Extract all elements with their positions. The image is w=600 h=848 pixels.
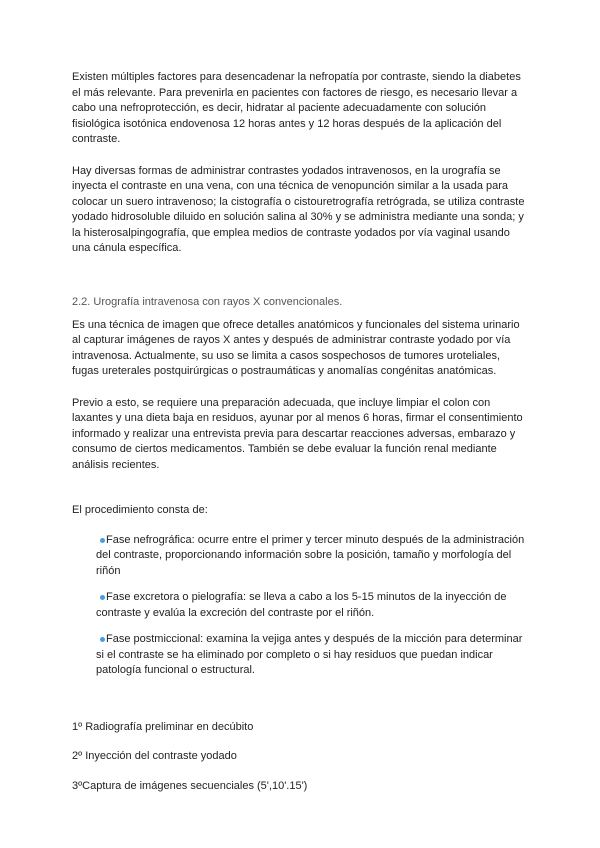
list-item: [72, 590, 528, 621]
bullet-icon: [100, 538, 105, 543]
list-item: [72, 533, 528, 580]
section-paragraph-1: Es una técnica de imagen que ofrece detalles anatómicos y funcionales del sistema urinario al capturar imágenes de rayos X antes y después de administrar contraste yodado por vía intravenosa. Actualmente, su uso se limita a casos sospechosos de tumores uroteliales, fugas ureterales postquirúrgicas o postraumáticas y anomalías congénitas anatómicas.: [72, 318, 520, 377]
phase-list: [72, 533, 528, 679]
step-item: 2º Inyección del contraste yodado: [72, 750, 237, 762]
step-item: 3ºCaptura de imágenes secuenciales (5',10'.15'): [72, 779, 308, 792]
section-paragraph-2: Previo a esto, se requiere una preparación adecuada, que incluye limpiar el colon con laxantes y una dieta baja en residuos, ayunar por al menos 6 horas, firmar el consentimiento informado y realizar una entrevista previa para descartar reacciones adversas, embarazo y consumo de ciertos medicamentos. También se debe evaluar la función renal mediante análisis recientes.: [72, 396, 523, 471]
phase-text: Fase nefrográfica: ocurre entre el primer y tercer minuto después de la administración del contraste, proporcionando información sobre la posición, tamaño y morfología del riñón: [96, 533, 525, 577]
phase-text: Fase excretora o pielografía: se lleva a cabo a los 5-15 minutos de la inyección de contraste y evalúa la excreción del contraste por el riñón.: [96, 591, 507, 619]
list-item: [72, 632, 528, 679]
procedure-intro: El procedimiento consta de:: [72, 504, 208, 516]
intro-paragraph-2: Hay diversas formas de administrar contrastes yodados intravenosos, en la urografía se inyecta el contraste en una vena, con una técnica de venopunción similar a la usada para colocar un suero intravenoso; la cistografía o cistouretrografía retrógrada, se utiliza contraste yodado hidrosoluble diluido en solución salina al 30% y se administra mediante una sonda; y la histerosalpingografía, que emplea medios de contraste yodados por vía vaginal usando una cánula específica.: [72, 164, 525, 254]
step-item: 1º Radiografía preliminar en decúbito: [72, 720, 254, 733]
bullet-icon: [100, 595, 105, 600]
steps-list: [72, 720, 528, 795]
bullet-icon: [100, 637, 105, 642]
section-heading: 2.2. Urografía intravenosa con rayos X convencionales.: [72, 295, 343, 308]
document-page: [72, 70, 528, 808]
intro-paragraph-1: Existen múltiples factores para desencadenar la nefropatía por contraste, siendo la diabetes el más relevante. Para prevenirla en pacientes con factores de riesgo, es necesario llevar a cabo una nefroprotección, es decir, hidratar al paciente adecuadamente con solución fisiológica isotónica endovenosa 12 horas antes y 12 horas después de la aplicación del contraste.: [72, 71, 521, 145]
phase-text: Fase postmiccional: examina la vejiga antes y después de la micción para determinar si el contraste se ha eliminado por completo o si hay residuos que puedan indicar patología funcional o estructural.: [96, 633, 523, 676]
